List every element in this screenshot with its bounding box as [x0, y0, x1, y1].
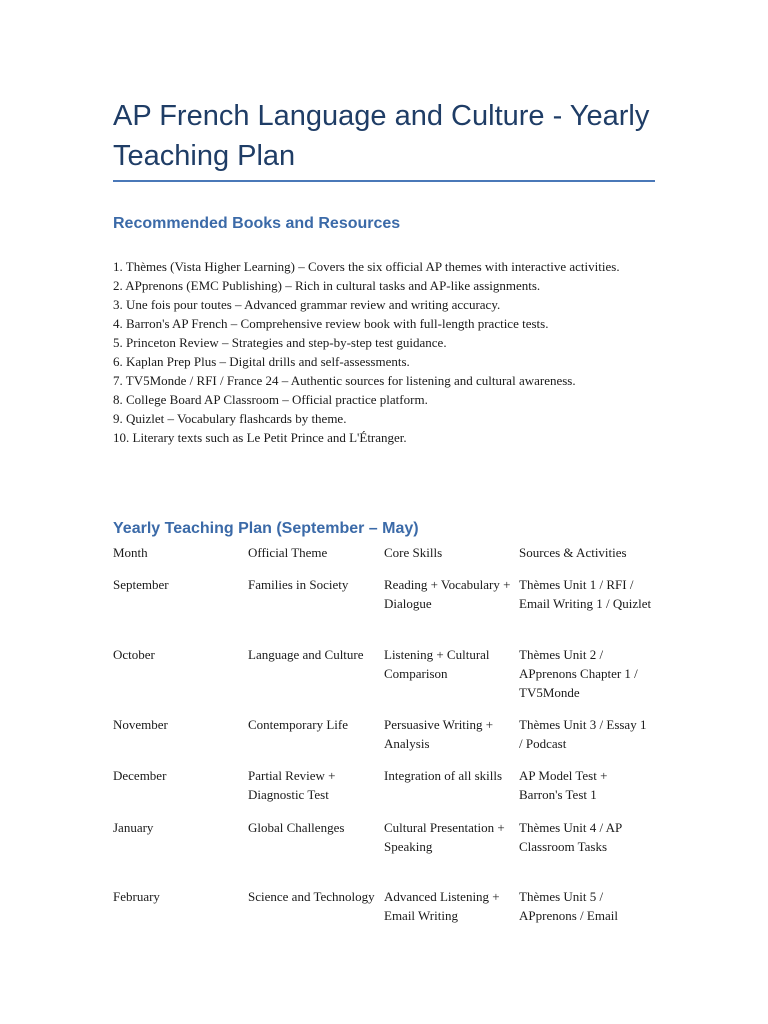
list-item: 5. Princeton Review – Strategies and step-by-step test guidance. [113, 335, 447, 350]
month-cell: February [113, 889, 160, 904]
list-item: 3. Une fois pour toutes – Advanced grammar review and writing accuracy. [113, 297, 501, 312]
month-cell: October [113, 647, 155, 662]
theme-cell: Global Challenges [248, 820, 345, 835]
resources-heading: Recommended Books and Resources [113, 215, 401, 232]
page-title: AP French Language and Culture - Yearly Teaching Plan [113, 100, 650, 172]
skills-cell: Listening + Cultural Comparison [384, 647, 490, 681]
resources-list [113, 257, 643, 447]
table-row [113, 818, 653, 887]
list-item: 4. Barron's AP French – Comprehensive review book with full-length practice tests. [113, 316, 549, 331]
skills-cell: Persuasive Writing + Analysis [384, 717, 494, 751]
column-header-sources: Sources & Activities [519, 545, 627, 560]
title-divider [113, 180, 655, 182]
sources-cell: AP Model Test + Barron's Test 1 [519, 768, 608, 802]
teaching-plan-table [113, 543, 653, 947]
list-item: 2. APprenons (EMC Publishing) – Rich in cultural tasks and AP-like assignments. [113, 278, 541, 293]
list-item: 10. Literary texts such as Le Petit Prince and L'Étranger. [113, 430, 407, 445]
list-item: 8. College Board AP Classroom – Official practice platform. [113, 392, 428, 407]
month-cell: December [113, 768, 167, 783]
theme-cell: Partial Review + Diagnostic Test [248, 768, 336, 802]
table-row [113, 575, 653, 645]
list-item: 7. TV5Monde / RFI / France 24 – Authentic sources for listening and cultural awareness. [113, 373, 576, 388]
column-header-skills: Core Skills [384, 545, 443, 560]
skills-cell: Cultural Presentation + Speaking [384, 820, 505, 854]
sources-cell: Thèmes Unit 4 / AP Classroom Tasks [519, 820, 622, 854]
column-header-theme: Official Theme [248, 545, 328, 560]
theme-cell: Science and Technology [248, 889, 375, 904]
table-row [113, 715, 653, 766]
sources-cell: Thèmes Unit 1 / RFI / Email Writing 1 / Quizlet [519, 577, 652, 611]
table-row [113, 887, 653, 947]
skills-cell: Integration of all skills [384, 768, 503, 783]
column-header-month: Month [113, 545, 148, 560]
table-header-row [113, 543, 653, 575]
table-row [113, 766, 653, 818]
skills-cell: Advanced Listening + Email Writing [384, 889, 500, 923]
theme-cell: Contemporary Life [248, 717, 348, 732]
theme-cell: Families in Society [248, 577, 349, 592]
sources-cell: Thèmes Unit 2 / APprenons Chapter 1 / TV5Monde [519, 647, 638, 700]
month-cell: September [113, 577, 169, 592]
list-item: 9. Quizlet – Vocabulary flashcards by theme. [113, 411, 347, 426]
month-cell: January [113, 820, 154, 835]
list-item: 6. Kaplan Prep Plus – Digital drills and self-assessments. [113, 354, 410, 369]
plan-heading: Yearly Teaching Plan (September – May) [113, 520, 419, 537]
month-cell: November [113, 717, 168, 732]
theme-cell: Language and Culture [248, 647, 364, 662]
sources-cell: Thèmes Unit 5 / APprenons / Email [519, 889, 618, 923]
skills-cell: Reading + Vocabulary + Dialogue [384, 577, 511, 611]
sources-cell: Thèmes Unit 3 / Essay 1 / Podcast [519, 717, 647, 751]
list-item: 1. Thèmes (Vista Higher Learning) – Covers the six official AP themes with interactive activities. [113, 259, 620, 274]
table-row [113, 645, 653, 715]
